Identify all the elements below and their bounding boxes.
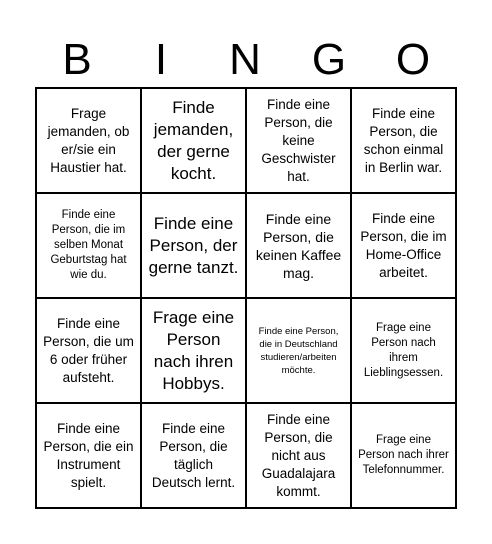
bingo-cell-text: Finde eine Person, die täglich Deutsch lernt. [151,420,236,490]
bingo-cell-text: Frage eine Person nach ihrem Lieblingsessen. [363,321,444,379]
bingo-cell-text: Finde eine Person, die in Deutschland studieren/arbeiten möchte. [258,325,339,376]
bingo-cell[interactable] [351,193,456,298]
bingo-cell[interactable] [246,298,351,403]
header-letter-b: B [62,35,92,84]
bingo-cell-text: Frage eine Person nach ihrer Telefonnummer. [358,434,449,476]
bingo-cell[interactable] [351,88,456,193]
bingo-cell-text: Finde eine Person, die keinen Kaffee mag. [255,210,342,281]
bingo-cell[interactable] [141,403,246,508]
header-letter-o: O [395,35,431,84]
bingo-cell-text: Finde eine Person, die schon einmal in Berlin war. [363,105,444,175]
header-letter-g: G [311,35,347,84]
bingo-cell[interactable] [141,298,246,403]
bingo-cell[interactable] [36,193,141,298]
bingo-grid [35,87,457,509]
header-letter-n: N [229,35,261,84]
bingo-cell-text: Finde eine Person, der gerne tanzt. [148,213,239,277]
bingo-cell-text: Finde eine Person, die nicht aus Guadalajara kommt. [261,411,336,499]
bingo-cell-text: Frage jemanden, ob er/sie ein Haustier hat. [47,105,130,175]
bingo-cell[interactable] [246,88,351,193]
bingo-cell[interactable] [141,88,246,193]
bingo-cell[interactable] [36,88,141,193]
bingo-cell-text: Finde eine Person, die keine Geschwister hat. [261,96,336,184]
bingo-cell[interactable] [141,193,246,298]
bingo-cell-text: Finde eine Person, die im selben Monat Geburtstag hat wie du. [50,209,127,281]
bingo-cell[interactable] [351,403,456,508]
bingo-cell-text: Finde eine Person, die im Home-Office arbeitet. [360,210,447,280]
bingo-cell[interactable] [36,403,141,508]
bingo-cell-text: Finde eine Person, die ein Instrument spielt. [43,420,134,490]
bingo-cell-text: Frage eine Person nach ihren Hobbys. [152,307,235,393]
bingo-cell[interactable] [36,298,141,403]
bingo-cell[interactable] [246,403,351,508]
bingo-cell-text: Finde jemanden, der gerne kocht. [153,97,234,183]
bingo-cell-text: Finde eine Person, die um 6 oder früher aufsteht. [43,315,134,385]
bingo-cell[interactable] [351,298,456,403]
bingo-header [35,34,455,86]
bingo-cell[interactable] [246,193,351,298]
header-letter-i: I [154,35,168,84]
